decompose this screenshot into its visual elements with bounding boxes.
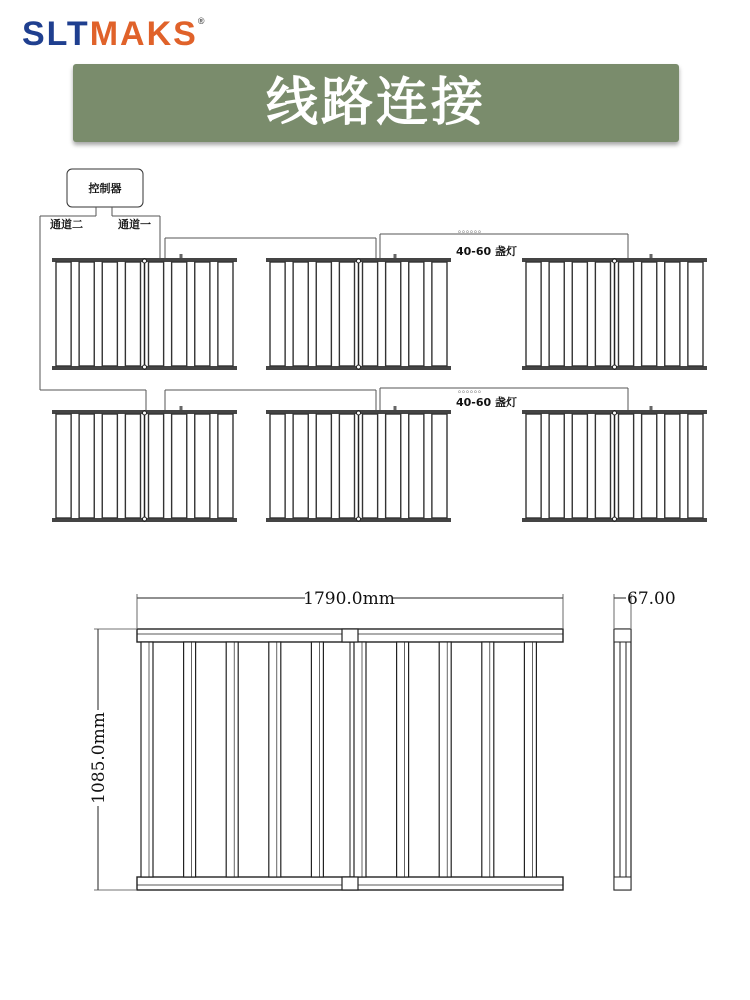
fixture-bar	[688, 414, 703, 518]
fixture-bar	[102, 414, 117, 518]
fixture-bar	[549, 262, 564, 366]
fixture-connector	[143, 517, 147, 521]
fixture-bar	[665, 262, 680, 366]
fixture-bar	[642, 414, 657, 518]
light-fixture-5	[522, 406, 707, 522]
fixture-bar	[79, 414, 94, 518]
fixture-connector	[613, 365, 617, 369]
channel-1-label: 通道一	[118, 218, 151, 231]
fixture-bar	[149, 414, 164, 518]
fixture-bar	[293, 414, 308, 518]
fixture-bar	[172, 414, 187, 518]
fixture-bar	[316, 262, 331, 366]
fixture-plug	[394, 406, 397, 410]
fixture-bar	[363, 262, 378, 366]
fixture-connector	[613, 517, 617, 521]
fixture-bar	[572, 414, 587, 518]
fixture-bar	[172, 262, 187, 366]
fixture-bar	[316, 414, 331, 518]
light-fixture-4	[266, 406, 451, 522]
fixture-connector	[143, 411, 147, 415]
dots-row-2: 。。。。。。	[458, 385, 486, 394]
light-bar	[354, 642, 366, 877]
fixture-bar	[665, 414, 680, 518]
fixture-bar	[293, 262, 308, 366]
fixture-bar	[56, 262, 71, 366]
center-bracket-bottom	[342, 877, 358, 890]
fixture-bar	[595, 262, 610, 366]
fixture-connector	[613, 259, 617, 263]
light-bar	[269, 642, 281, 877]
fixture-bar	[79, 262, 94, 366]
fixture-bar	[149, 262, 164, 366]
width-dimension-label: 1790.0mm	[303, 589, 395, 609]
fixture-bar	[218, 262, 233, 366]
fixture-bar	[409, 414, 424, 518]
dimension-panel-drawing	[137, 629, 563, 890]
fixture-connector	[357, 365, 361, 369]
fixture-bar	[339, 262, 354, 366]
light-fixture-3	[52, 406, 237, 522]
fixture-connector	[613, 411, 617, 415]
fixture-connector	[143, 365, 147, 369]
side-profile-cap-top	[614, 629, 631, 642]
fixture-plug	[650, 254, 653, 258]
fixture-connector	[357, 411, 361, 415]
count-label-row-2: 40-60 盏灯	[456, 396, 518, 409]
fixture-bar	[270, 262, 285, 366]
center-bracket-top	[342, 629, 358, 642]
fixture-bar	[56, 414, 71, 518]
fixture-bar	[432, 414, 447, 518]
fixture-connector	[357, 259, 361, 263]
fixture-bar	[386, 414, 401, 518]
fixture-bar	[409, 262, 424, 366]
fixture-bar	[270, 414, 285, 518]
fixture-bar	[595, 414, 610, 518]
fixture-plug	[180, 254, 183, 258]
fixture-plug	[180, 406, 183, 410]
fixture-bar	[195, 414, 210, 518]
banner-title: 线路连接	[265, 73, 486, 133]
light-bar	[524, 642, 536, 877]
controller-label: 控制器	[88, 182, 122, 195]
side-profile-cap-bottom	[614, 877, 631, 890]
fixture-bar	[363, 414, 378, 518]
fixture-connector	[357, 517, 361, 521]
brand-registered-mark: ®	[197, 16, 207, 26]
fixture-bar	[125, 262, 140, 366]
fixture-bar	[642, 262, 657, 366]
light-fixture-0	[52, 254, 237, 370]
height-dimension-label: 1085.0mm	[89, 712, 109, 804]
fixture-bar	[549, 414, 564, 518]
fixture-bar	[432, 262, 447, 366]
light-fixture-2	[522, 254, 707, 370]
fixture-bar	[619, 414, 634, 518]
fixture-plug	[394, 254, 397, 258]
dots-row-1: 。。。。。。	[458, 225, 486, 234]
channel-2-label: 通道二	[50, 218, 83, 231]
fixture-bar	[125, 414, 140, 518]
count-label-row-1: 40-60 盏灯	[456, 245, 518, 258]
wiring-lines	[40, 207, 628, 410]
light-fixture-1	[266, 254, 451, 370]
light-bar	[439, 642, 451, 877]
fixture-bar	[688, 262, 703, 366]
light-bar	[184, 642, 196, 877]
side-profile-drawing	[614, 629, 631, 890]
side-profile-outline	[614, 629, 631, 890]
light-bar	[141, 642, 153, 877]
fixture-bar	[218, 414, 233, 518]
light-bar	[482, 642, 494, 877]
fixture-bar	[195, 262, 210, 366]
fixture-bar	[619, 262, 634, 366]
fixture-bar	[526, 262, 541, 366]
fixture-plug	[650, 406, 653, 410]
fixture-bar	[526, 414, 541, 518]
brand-logo-right: MAKS	[89, 15, 198, 53]
fixture-bar	[572, 262, 587, 366]
light-bar	[397, 642, 409, 877]
light-bar	[311, 642, 323, 877]
fixture-bar	[386, 262, 401, 366]
fixture-bar	[339, 414, 354, 518]
depth-dimension-label: 67.00	[627, 589, 676, 609]
fixture-connector	[143, 259, 147, 263]
fixture-bar	[102, 262, 117, 366]
brand-logo-left: SLT	[22, 15, 90, 53]
light-bar	[226, 642, 238, 877]
